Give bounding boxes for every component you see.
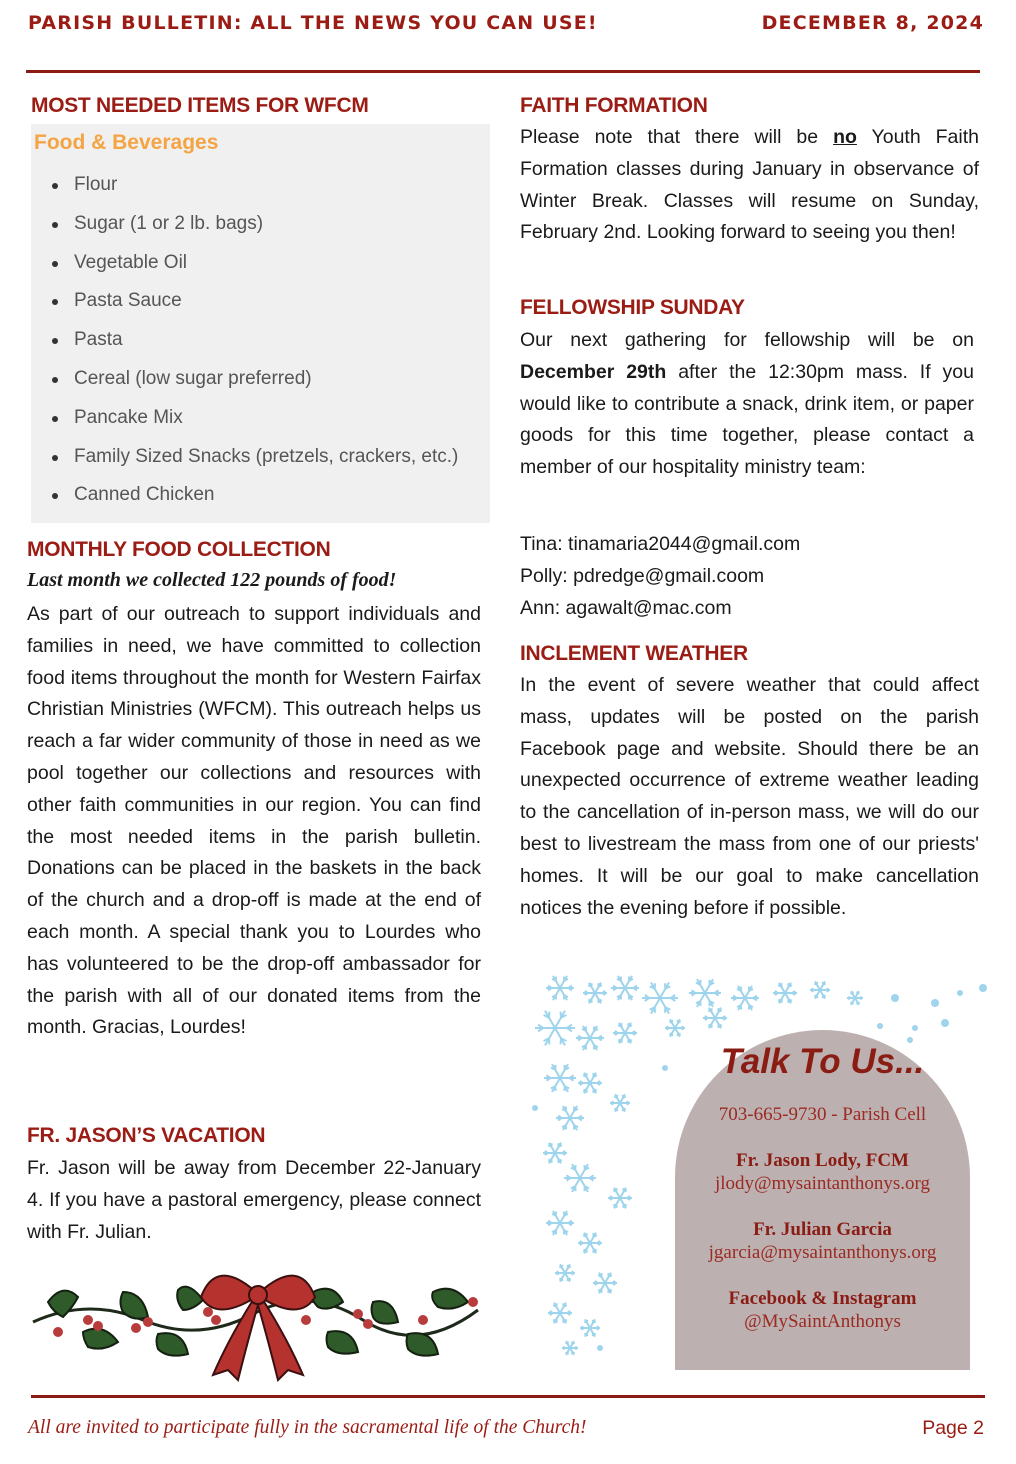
needed-items-list: [50, 166, 458, 515]
contact-2-name: Fr. Julian Garcia: [753, 1219, 892, 1240]
contact-tina: Tina: tinamaria2044@gmail.com: [520, 533, 801, 555]
vacation-heading: FR. JASON’S VACATION: [27, 1124, 266, 1147]
contact-polly: Polly: pdredge@gmail.coom: [520, 565, 765, 587]
footer-rule: [31, 1395, 985, 1398]
needed-item: Sugar (1 or 2 lb. bags): [50, 205, 458, 244]
faith-formation-text-2: Youth Faith Formation classes during January in observance of Winter Break. Classes will resume on Sunday, February 2nd. Looking forward to seeing you then!: [520, 126, 979, 244]
faith-formation-emphasis: no: [833, 126, 857, 148]
fellowship-body: [520, 325, 974, 484]
footer-tagline: All are invited to participate fully in the sacramental life of the Church!: [28, 1417, 587, 1438]
monthly-food-heading: MONTHLY FOOD COLLECTION: [27, 538, 331, 561]
needed-item: Flour: [50, 166, 458, 205]
needed-item: Pasta Sauce: [50, 282, 458, 321]
fellowship-date: December 29th: [520, 360, 667, 383]
weather-heading: INCLEMENT WEATHER: [520, 642, 748, 665]
social-label: Facebook & Instagram: [728, 1288, 917, 1309]
fellowship-text-2: after the 12:30pm mass. If you would like to contribute a snack, drink item, or paper goods for this time together, please contact a member of our hospitality ministry team:: [520, 360, 974, 479]
faith-formation-heading: FAITH FORMATION: [520, 94, 708, 117]
bulletin-title: PARISH BULLETIN: ALL THE NEWS YOU CAN USE!: [28, 12, 598, 34]
needed-item: Vegetable Oil: [50, 244, 458, 283]
holly-garland-image: [28, 1262, 483, 1382]
talk-to-us-title: Talk To Us...: [720, 1042, 925, 1081]
category-heading: Food & Beverages: [34, 131, 219, 154]
contact-1-email[interactable]: jlody@mysaintanthonys.org: [714, 1173, 931, 1194]
needed-item: Pancake Mix: [50, 399, 458, 438]
needed-item: Cereal (low sugar preferred): [50, 360, 458, 399]
needed-item: Family Sized Snacks (pretzels, crackers, etc.): [50, 438, 458, 477]
contact-2-email[interactable]: jgarcia@mysaintanthonys.org: [708, 1242, 937, 1263]
fellowship-text-1: Our next gathering for fellowship will be on: [520, 329, 974, 351]
monthly-food-body: As part of our outreach to support individuals and families in need, we have committed to collection food items throughout the month for Western Fairfax Christian Ministries (WFCM). This outreach helps us reach a far wider community of those in need as we pool together our collections and resources with other faith communities in our region. You can find the most needed items in the parish bulletin. Donations can be placed in the baskets in the back of the church and a drop-off is made at the end of each month. A special thank you to Lourdes who has volunteered to be the drop-off ambassador for the parish with all of our donated items from the month. Gracias, Lourdes!: [27, 603, 481, 1039]
needed-item: Pasta: [50, 321, 458, 360]
faith-formation-body: [520, 122, 979, 249]
monthly-food-subheading: Last month we collected 122 pounds of food!: [27, 569, 397, 591]
header-rule: [26, 70, 980, 73]
vacation-body: Fr. Jason will be away from December 22-January 4. If you have a pastoral emergency, please connect with Fr. Julian.: [27, 1157, 481, 1243]
social-handle[interactable]: @MySaintAnthonys: [744, 1311, 901, 1332]
page-number: Page 2: [922, 1417, 984, 1439]
needed-item: Canned Chicken: [50, 476, 458, 515]
contact-ann: Ann: agawalt@mac.com: [520, 597, 732, 619]
parish-phone: 703-665-9730 - Parish Cell: [718, 1104, 927, 1125]
fellowship-heading: FELLOWSHIP SUNDAY: [520, 296, 745, 319]
weather-body: In the event of severe weather that could affect mass, updates will be posted on the parish Facebook page and website. Should there be an unexpected occurrence of extreme weather leading to the cancellation of in-person mass, we will do our best to livestream the mass from one of our priests' homes. It will be our goal to make cancellation notices the evening before if possible.: [520, 674, 979, 919]
faith-formation-text-1: Please note that there will be: [520, 126, 834, 148]
contact-1-name: Fr. Jason Lody, FCM: [736, 1150, 909, 1171]
needed-items-heading: MOST NEEDED ITEMS FOR WFCM: [31, 94, 369, 117]
bulletin-date: DECEMBER 8, 2024: [761, 12, 984, 34]
